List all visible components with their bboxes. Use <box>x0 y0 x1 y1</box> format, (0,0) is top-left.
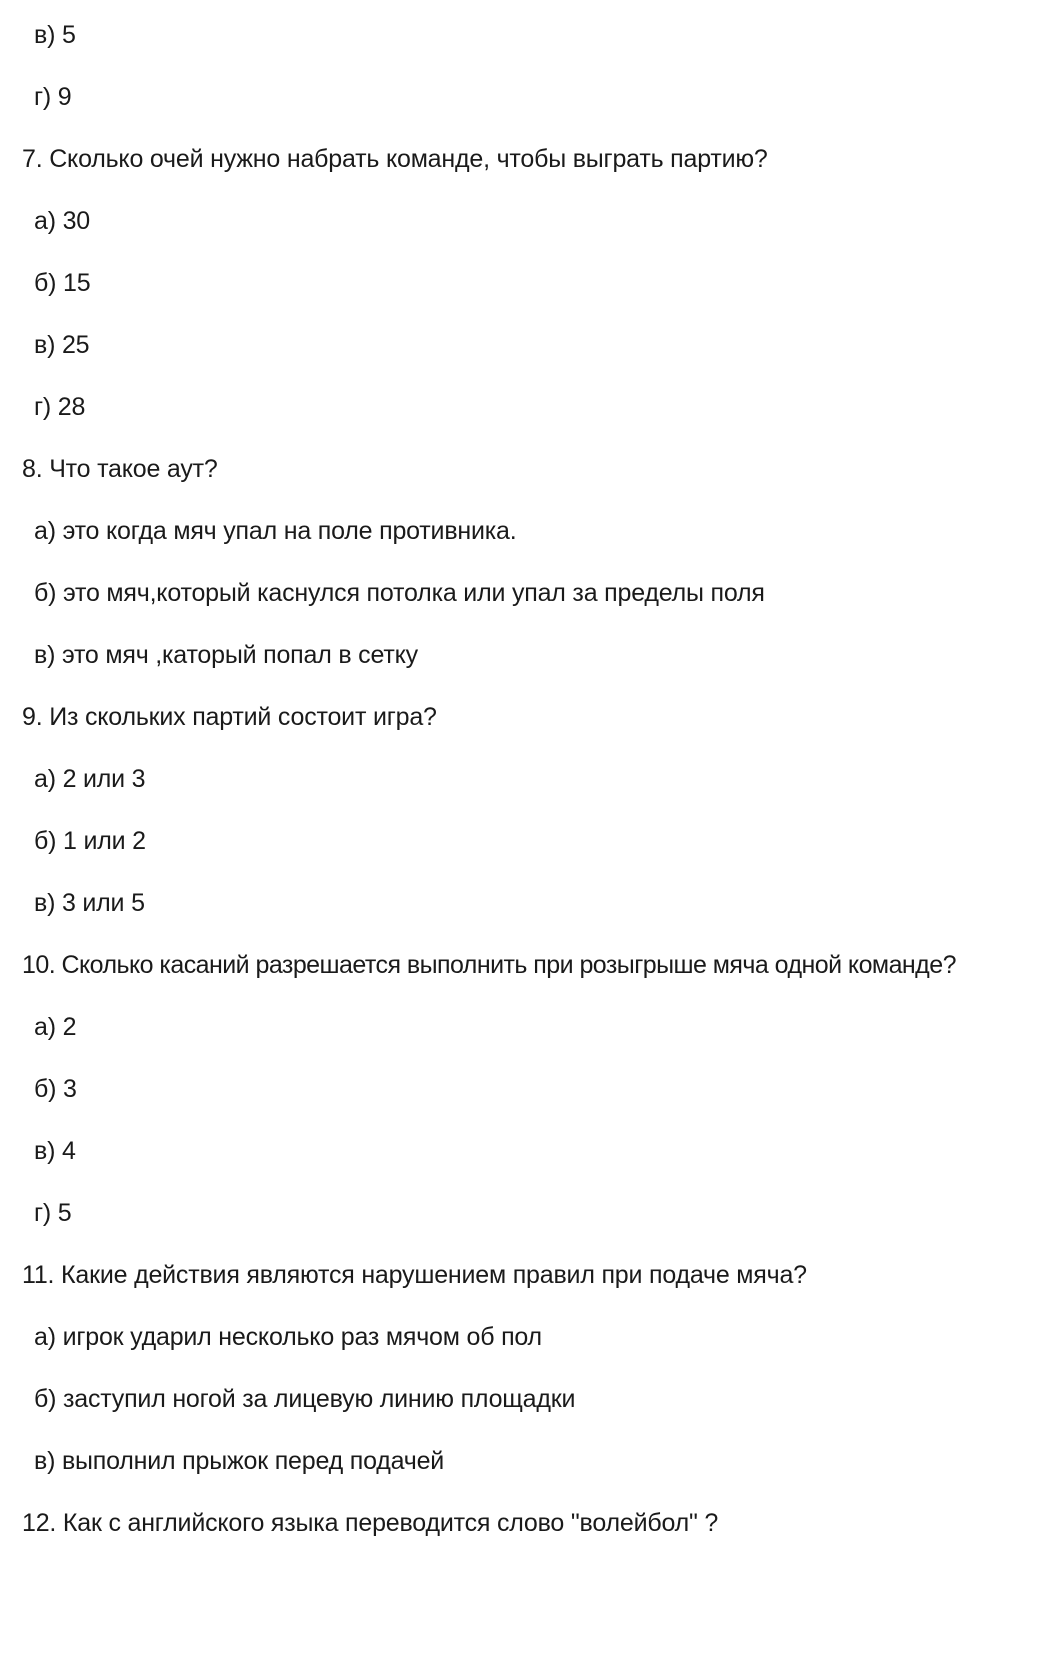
answer-option: а) это когда мяч упал на поле противника. <box>34 517 517 545</box>
answer-option: в) выполнил прыжок перед подачей <box>34 1447 445 1475</box>
answer-option: а) игрок ударил несколько раз мячом об пол <box>34 1323 542 1351</box>
answer-option: г) 28 <box>34 393 86 421</box>
answer-option: г) 9 <box>34 83 72 111</box>
answer-option: в) это мяч ,каторый попал в сетку <box>34 641 418 669</box>
answer-option: б) 15 <box>34 269 91 297</box>
question-9: 9. Из скольких партий состоит игра? <box>22 703 437 731</box>
answer-option: б) 1 или 2 <box>34 827 146 855</box>
question-7: 7. Сколько очей нужно набрать команде, чтобы выграть партию? <box>22 145 768 173</box>
question-8: 8. Что такое аут? <box>22 455 218 483</box>
question-10: 10. Сколько касаний разрешается выполнить при розыгрыше мяча одной команде? <box>22 951 956 979</box>
answer-option: в) 5 <box>34 21 76 49</box>
answer-option: б) 3 <box>34 1075 77 1103</box>
answer-option: а) 30 <box>34 207 90 235</box>
answer-option: г) 5 <box>34 1199 72 1227</box>
question-11: 11. Какие действия являются нарушением правил при подаче мяча? <box>22 1261 807 1289</box>
answer-option: б) заступил ногой за лицевую линию площадки <box>34 1385 576 1413</box>
answer-option: в) 4 <box>34 1137 76 1165</box>
answer-option: б) это мяч,который каснулся потолка или упал за пределы поля <box>34 579 765 607</box>
answer-option: в) 3 или 5 <box>34 889 145 917</box>
answer-option: а) 2 или 3 <box>34 765 146 793</box>
answer-option: в) 25 <box>34 331 90 359</box>
answer-option: а) 2 <box>34 1013 77 1041</box>
question-12: 12. Как с английского языка переводится слово "волейбол" ? <box>22 1509 719 1537</box>
